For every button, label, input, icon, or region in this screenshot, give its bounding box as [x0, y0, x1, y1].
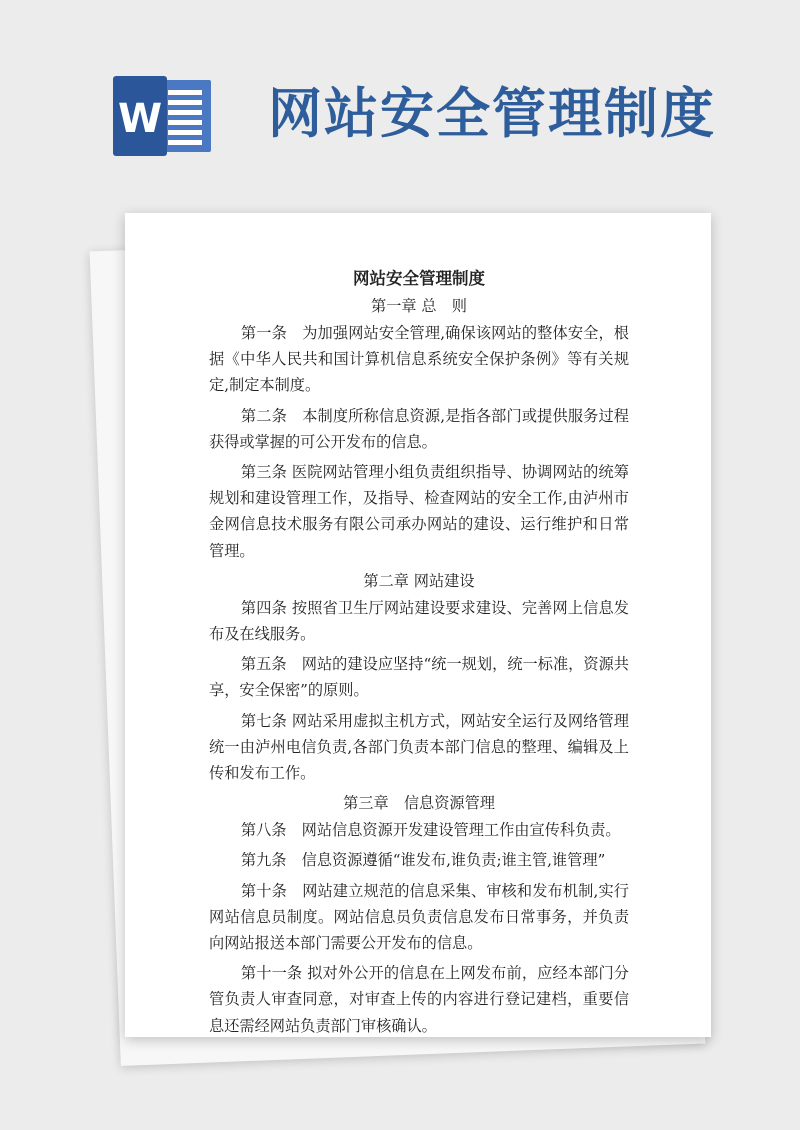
chapter-heading: 第一章 总 则 — [371, 297, 467, 315]
chapter-heading: 第二章 网站建设 — [363, 571, 475, 590]
document-title: 网站安全管理制度 — [353, 269, 485, 288]
page-title: 网站安全管理制度 — [268, 82, 716, 145]
document-page — [125, 213, 711, 1037]
logo-letter: W — [117, 96, 163, 142]
document-body — [209, 265, 629, 1043]
chapter-heading: 第三章 信息资源管理 — [343, 794, 495, 813]
article-paragraph: 第十一条 拟对外公开的信息在上网发布前，应经本部门分管负责人审查同意，对审查上传的内容进行登记建档，重要信息还需经网站负责部门审核确认。 — [209, 964, 629, 1035]
article-paragraph: 第三条 医院网站管理小组负责组织指导、协调网站的统筹规划和建设管理工作，及指导、检查网站的安全工作,由泸州市金网信息技术服务有限公司承办网站的建设、运行维护和日常管理。 — [209, 463, 629, 560]
article-paragraph: 第四条 按照省卫生厅网站建设要求建设、完善网上信息发布及在线服务。 — [209, 598, 629, 644]
article-paragraph: 第五条 网站的建设应坚持“统一规划，统一标准，资源共享，安全保密”的原则。 — [209, 655, 629, 700]
header — [0, 0, 800, 200]
word-logo-icon — [113, 76, 213, 156]
article-paragraph: 第九条 信息资源遵循“谁发布,谁负责;谁主管,谁管理” — [240, 851, 606, 870]
article-paragraph: 第十条 网站建立规范的信息采集、审核和发布机制,实行网站信息员制度。网站信息员负责信息发布日常事务，并负责向网站报送本部门需要公开发布的信息。 — [209, 881, 629, 953]
article-paragraph: 第八条 网站信息资源开发建设管理工作由宣传科负责。 — [240, 821, 621, 840]
article-paragraph: 第一条 为加强网站安全管理,确保该网站的整体安全，根据《中华人民共和国计算机信息系统安全保护条例》等有关规定,制定本制度。 — [209, 324, 629, 395]
article-paragraph: 第七条 网站采用虚拟主机方式，网站安全运行及网络管理统一由泸州电信负责,各部门负责本部门信息的整理、编辑及上传和发布工作。 — [209, 711, 629, 783]
article-paragraph: 第二条 本制度所称信息资源,是指各部门或提供服务过程获得或掌握的可公开发布的信息。 — [209, 406, 629, 451]
